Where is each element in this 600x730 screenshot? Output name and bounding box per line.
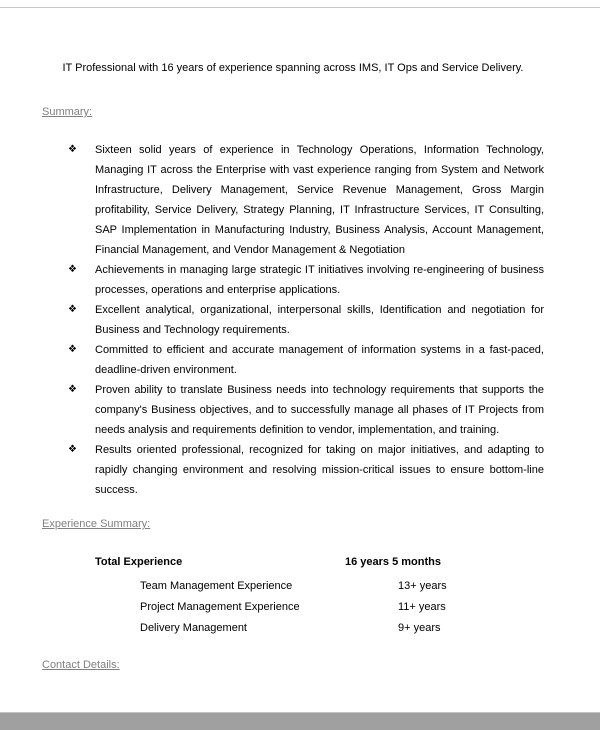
bullet-text: Proven ability to translate Business needs into technology requirements that supports the company's Business objectives, and to successfully manage all phases of IT Projects from needs analysis and requirements definition to vendor, implementation, and training. [95, 384, 544, 436]
bullet-text: Results oriented professional, recognized for taking on major initiatives, and adapting to rapidly changing environment and resolving mission-critical issues to ensure bottom-line success. [95, 444, 544, 496]
bullet-text: Achievements in managing large strategic IT initiatives involving re-engineering of business processes, operations and enterprise applications. [95, 264, 544, 296]
headline: IT Professional with 16 years of experience spanning across IMS, IT Ops and Service Delivery. [62, 62, 524, 74]
experience-row-value: 9+ years [398, 622, 441, 634]
list-item [42, 140, 544, 260]
table-row [95, 552, 544, 573]
diamond-bullet-icon: ❖ [68, 264, 77, 275]
diamond-bullet-icon: ❖ [68, 144, 77, 155]
summary-bullet-list [42, 140, 544, 500]
bullet-text: Committed to efficient and accurate management of information systems in a fast-paced, deadline-driven environment. [95, 344, 544, 376]
experience-row-label: Team Management Experience [140, 580, 293, 592]
page-bottom-edge [0, 712, 600, 730]
summary-heading: Summary: [42, 106, 93, 118]
table-row [140, 597, 544, 618]
experience-row-value: 11+ years [398, 601, 446, 613]
table-row [140, 576, 544, 597]
bullet-text: Sixteen solid years of experience in Technology Operations, Information Technology, Managing IT across the Enterprise with vast experience ranging from System and Network Infrastructure, Delivery Management, Service Revenue Management, Gross Margin profitability, Service Delivery, Strategy Planning, IT Infrastructure Services, IT Consulting, SAP Implementation in Manufacturing Industry, Business Analysis, Account Management, Financial Management, and Vendor Management & Negotiation [95, 144, 544, 256]
diamond-bullet-icon: ❖ [68, 304, 77, 315]
experience-row-value: 13+ years [398, 580, 447, 592]
diamond-bullet-icon: ❖ [68, 444, 77, 455]
experience-total-value: 16 years 5 months [345, 556, 441, 568]
experience-summary-heading: Experience Summary: [42, 518, 151, 530]
list-item [42, 440, 544, 500]
list-item [42, 340, 544, 380]
experience-total-label: Total Experience [95, 556, 183, 568]
experience-row-label: Delivery Management [140, 622, 247, 634]
experience-table [42, 552, 544, 639]
list-item [42, 380, 544, 440]
list-item [42, 300, 544, 340]
list-item [42, 260, 544, 300]
bullet-text: Excellent analytical, organizational, interpersonal skills, Identification and negotiation for Business and Technology requirements. [95, 304, 544, 336]
experience-row-label: Project Management Experience [140, 601, 300, 613]
diamond-bullet-icon: ❖ [68, 344, 77, 355]
contact-details-heading: Contact Details: [42, 659, 120, 671]
table-row [140, 618, 544, 639]
page-top-edge [0, 7, 600, 8]
diamond-bullet-icon: ❖ [68, 384, 77, 395]
